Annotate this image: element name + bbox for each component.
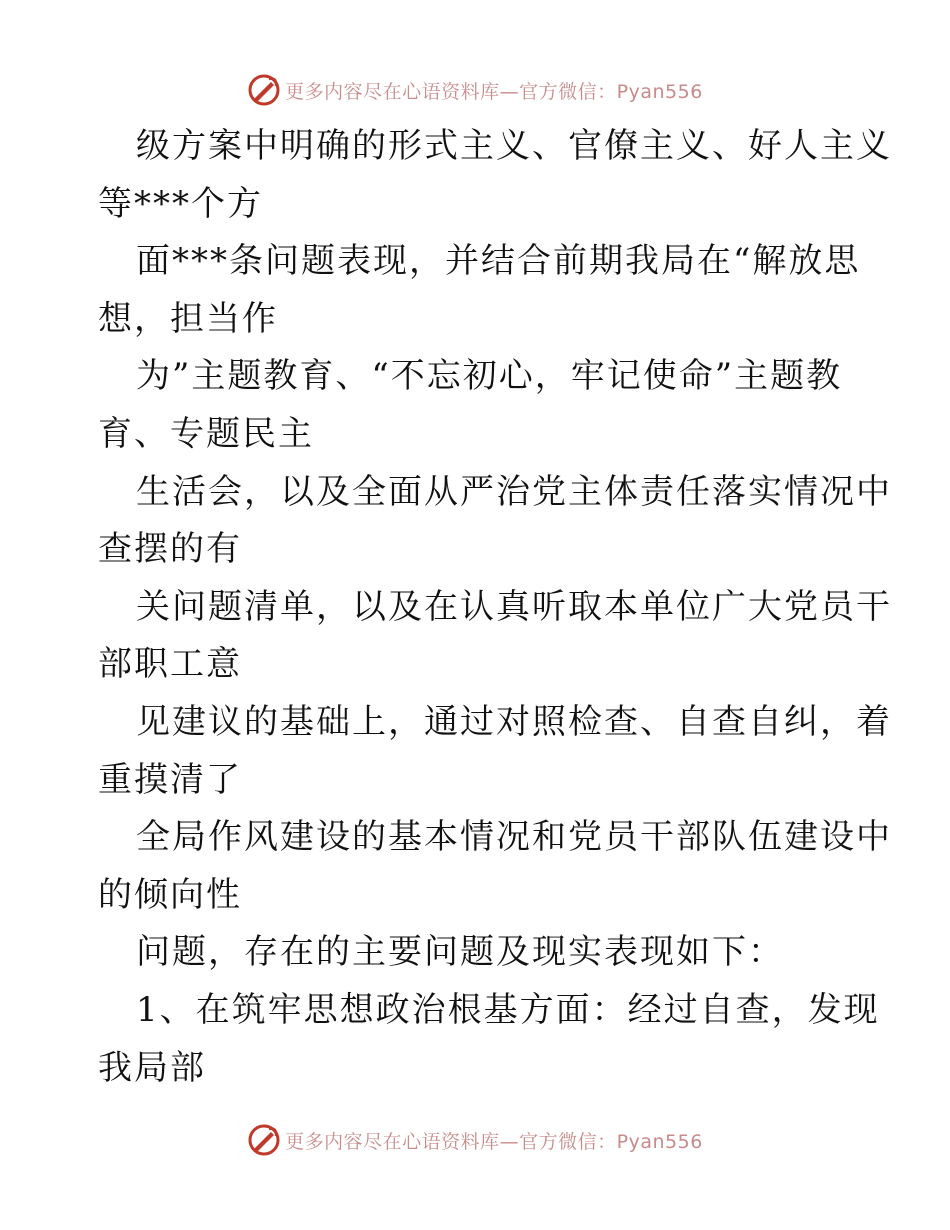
footer-watermark-text: 更多内容尽在心语资料库—官方微信：Pyan556 <box>285 1130 703 1153</box>
body-line: 重摸清了 <box>98 759 242 800</box>
body-line: 1、在筑牢思想政治根基方面：经过自查，发现 <box>136 989 880 1030</box>
body-line: 全局作风建设的基本情况和党员干部队伍建设中 <box>136 817 892 858</box>
body-line: 我局部 <box>98 1047 206 1088</box>
body-line: 查摆的有 <box>98 529 242 570</box>
body-line: 生活会，以及全面从严治党主体责任落实情况中 <box>136 471 892 512</box>
body-line: 关问题清单，以及在认真听取本单位广大党员干 <box>136 586 892 627</box>
body-line: 部职工意 <box>98 644 242 685</box>
header-watermark-banner <box>0 70 950 110</box>
body-line: 级方案中明确的形式主义、官僚主义、好人主义 <box>136 126 892 166</box>
quill-logo-icon <box>247 73 281 107</box>
body-line: 问题，存在的主要问题及现实表现如下： <box>136 932 784 973</box>
quill-logo-icon <box>247 1123 281 1157</box>
header-watermark-text: 更多内容尽在心语资料库—官方微信：Pyan556 <box>285 80 703 103</box>
body-line: 为”主题教育、“不忘初心，牢记使命”主题教 <box>136 356 843 397</box>
body-line: 想，担当作 <box>98 298 278 339</box>
body-line: 育、专题民主 <box>98 413 314 454</box>
body-line: 的倾向性 <box>98 874 242 915</box>
body-line: 面***条问题表现，并结合前期我局在“解放思 <box>136 241 861 282</box>
footer-watermark-banner <box>0 1120 950 1160</box>
body-line: 见建议的基础上，通过对照检查、自查自纠，着 <box>136 701 892 742</box>
body-line: 等***个方 <box>98 183 263 224</box>
document-body <box>98 118 892 1097</box>
